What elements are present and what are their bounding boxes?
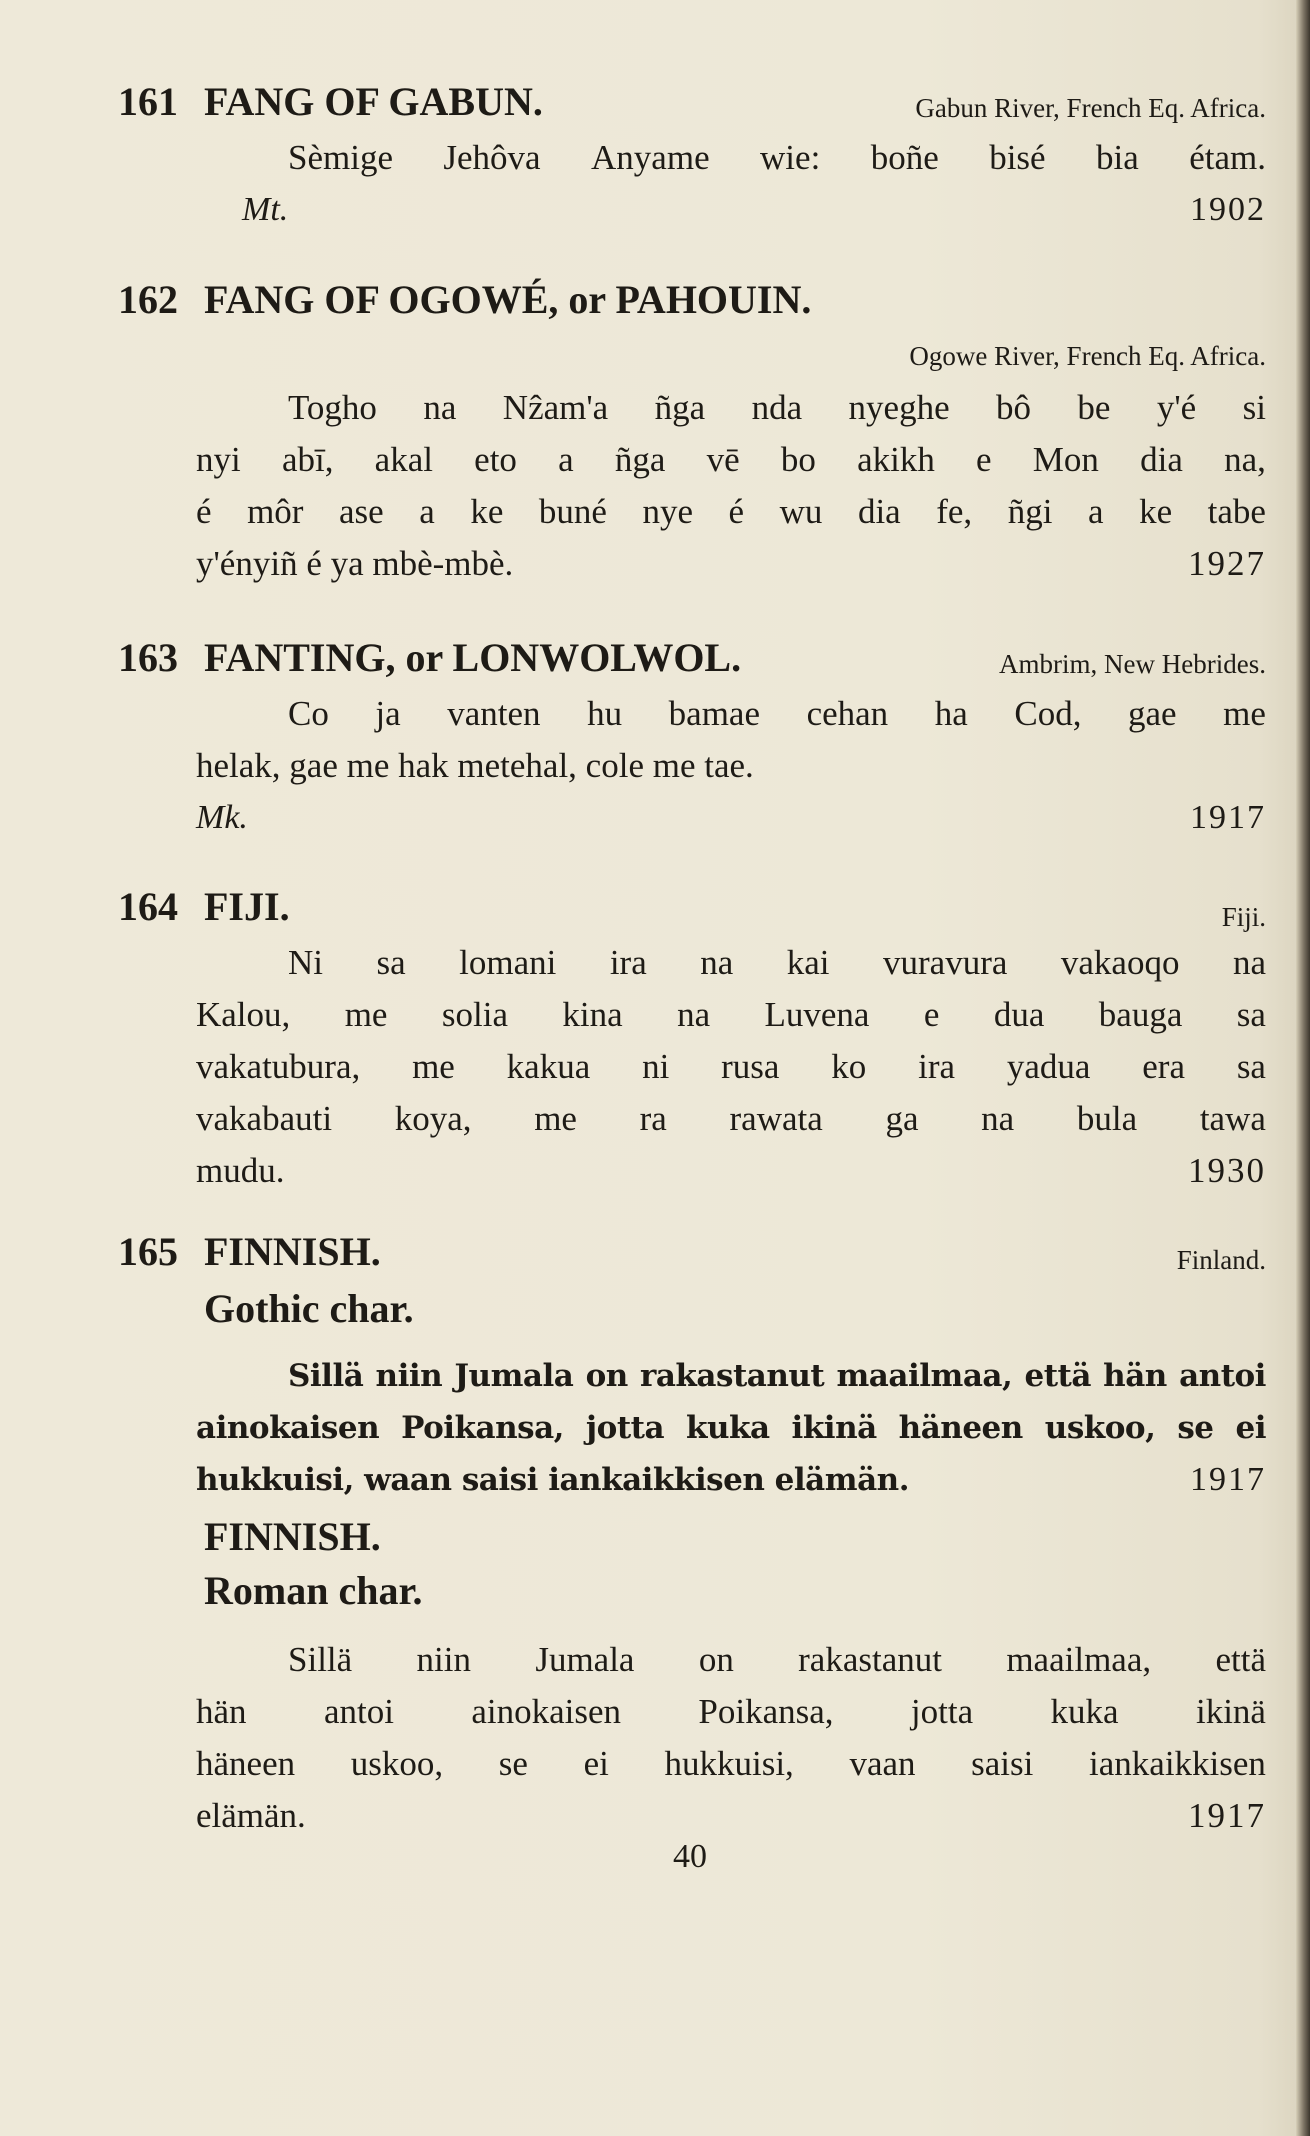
publication-year: 1930	[1188, 1151, 1266, 1190]
language-name: FANTING, or LONWOLWOL.	[204, 635, 742, 680]
page-number: 40	[673, 1838, 707, 1875]
publication-year: 1927	[1188, 544, 1266, 583]
passage-line: é môr ase a ke buné nye é wu dia fe, ñgi a ke tabe	[196, 492, 1266, 531]
region-name: Ambrim, New Hebrides.	[999, 649, 1266, 679]
entry-number: 162	[118, 277, 178, 322]
passage-text	[196, 382, 1266, 590]
passage-line: helak, gae me hak metehal, cole me tae.	[196, 746, 754, 785]
region-name: Gabun River, French Eq. Africa.	[915, 93, 1266, 123]
passage-text-gothic	[196, 1350, 1266, 1506]
passage-text	[242, 132, 1266, 184]
entry-165-roman	[118, 1510, 1266, 1842]
citation	[196, 792, 1266, 844]
passage-line: hän antoi ainokaisen Poikansa, jotta kuka ikinä	[196, 1692, 1266, 1731]
entry-163	[118, 628, 1266, 844]
entry-number: 163	[118, 635, 178, 680]
entry-number: 164	[118, 884, 178, 929]
language-name: FINNISH.	[204, 1514, 381, 1559]
passage-line: elämän. 1917	[196, 1790, 1266, 1842]
passage-line: Co ja vanten hu bamae cehan ha Cod, gae me	[288, 694, 1266, 733]
passage-line: Togho na Nẑam'a ñga nda nyeghe bô be y'é si	[288, 388, 1266, 427]
publication-year: 1902	[1190, 191, 1266, 228]
passage-line: mudu. 1930	[196, 1145, 1266, 1197]
passage-line: vakabauti koya, me ra rawata ga na bula tawa	[196, 1099, 1266, 1138]
entry-164	[118, 877, 1266, 1197]
scripture-reference: Mk.	[196, 799, 248, 836]
citation	[242, 184, 1266, 236]
passage-line: Ni sa lomani ira na kai vuravura vakaoqo na	[288, 943, 1266, 982]
entry-165-gothic	[118, 1222, 1266, 1506]
language-name: FANG OF OGOWÉ, or PAHOUIN.	[204, 277, 812, 322]
entry-number: 165	[118, 1229, 178, 1274]
passage-line: hukkuisi, waan saisi iankaikkisen elämän. 1917	[196, 1454, 1266, 1506]
entry-header	[118, 628, 1266, 688]
scripture-reference: Mt.	[242, 191, 289, 228]
publication-year: 1917	[1190, 799, 1266, 836]
passage-line: Sillä niin Jumala on rakastanut maailmaa, että hän antoi	[288, 1358, 1266, 1394]
entry-header	[118, 72, 1266, 132]
passage-line: ainokaisen Poikansa, jotta kuka ikinä häneen uskoo, se ei	[196, 1410, 1266, 1446]
entry-161	[118, 72, 1266, 236]
entry-number: 161	[118, 79, 178, 124]
passage-line: häneen uskoo, se ei hukkuisi, vaan saisi iankaikkisen	[196, 1744, 1266, 1783]
passage-line: Sillä niin Jumala on rakastanut maailmaa, että	[288, 1640, 1266, 1679]
region-line	[118, 330, 1266, 382]
language-name: FIJI.	[204, 884, 290, 929]
region-name: Finland.	[1176, 1245, 1266, 1275]
publication-year: 1917	[1188, 1796, 1266, 1835]
script-subtitle: Gothic char.	[204, 1286, 414, 1331]
script-subtitle: Roman char.	[204, 1568, 423, 1613]
passage-text	[196, 688, 1266, 792]
passage-line: Kalou, me solia kina na Luvena e dua bauga sa	[196, 995, 1266, 1034]
entry-162	[118, 270, 1266, 590]
region-name: Fiji.	[1221, 902, 1266, 932]
entry-header	[118, 270, 1266, 330]
passage-line: nyi abī, akal eto a ñga vē bo akikh e Mon dia na,	[196, 440, 1266, 479]
language-name: FANG OF GABUN.	[204, 79, 543, 124]
entry-header	[118, 1222, 1266, 1282]
page-edge-shadow	[1296, 0, 1310, 2136]
publication-year: 1917	[1190, 1461, 1266, 1498]
language-name: FINNISH.	[204, 1229, 381, 1274]
passage-line: Sèmige Jehôva Anyame wie: boñe bisé bia étam.	[288, 138, 1266, 177]
passage-line: vakatubura, me kakua ni rusa ko ira yadua era sa	[196, 1047, 1266, 1086]
passage-line: y'ényiñ é ya mbè-mbè. 1927	[196, 538, 1266, 590]
passage-text	[196, 1634, 1266, 1842]
passage-text	[196, 937, 1266, 1197]
entry-header	[118, 877, 1266, 937]
region-name: Ogowe River, French Eq. Africa.	[909, 341, 1266, 371]
